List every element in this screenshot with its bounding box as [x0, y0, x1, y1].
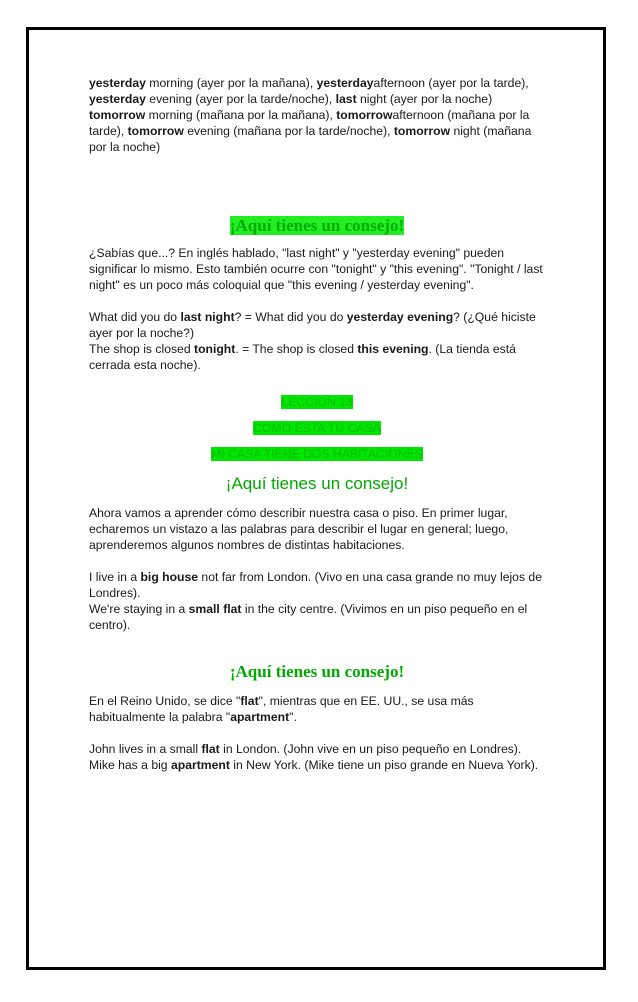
- paragraph-flat-apartment: En el Reino Unido, se dice "flat", mientras que en EE. UU., se usa más habitualmente la palabra "apartment".: [89, 694, 474, 724]
- lesson-number: LECCION 13: [281, 395, 353, 409]
- paragraph-john: John lives in a small flat in London. (John vive en un piso pequeño en Londres).: [89, 742, 522, 756]
- paragraph-big-house: I live in a big house not far from London. (Vivo en una casa grande no muy lejos de Londres).: [89, 570, 542, 600]
- paragraph-last-night: What did you do last night? = What did you do yesterday evening? (¿Qué hiciste ayer por la noche?): [89, 310, 536, 340]
- paragraph-tonight: The shop is closed tonight. = The shop is closed this evening. (La tienda está cerrada esta noche).: [89, 342, 516, 372]
- tip-heading-1: ¡Aquí tienes un consejo!: [229, 216, 405, 235]
- paragraph-small-flat: We're staying in a small flat in the city centre. (Vivimos en un piso pequeño en el centro).: [89, 602, 528, 632]
- tip-heading-2: ¡Aquí tienes un consejo!: [225, 474, 409, 493]
- lesson-subtitle: MI CASA TIENE DOS HABITACIONES: [211, 447, 423, 461]
- paragraph-tomorrow: tomorrow morning (mañana por la mañana), tomorrowafternoon (mañana por la tarde), tomorrow evening (mañana por la tarde/noche), tomorrow night (mañana por la noche): [89, 108, 532, 154]
- paragraph-mike: Mike has a big apartment in New York. (Mike tiene un piso grande en Nueva York).: [89, 758, 539, 772]
- paragraph-did-you-know: ¿Sabías que...? En inglés hablado, "last night" y "yesterday evening" pueden significar lo mismo. Esto también ocurre con "tonight" y "this evening". "Tonight / last night" es un poco más coloquial que "this evening / yesterday evening".: [89, 246, 543, 292]
- paragraph-intro-house: Ahora vamos a aprender cómo describir nuestra casa o piso. En primer lugar, echaremos un vistazo a las palabras para describir el lugar en general; luego, aprenderemos algunos nombres de distintas habitaciones.: [89, 506, 509, 552]
- document-body: [89, 75, 545, 773]
- paragraph-yesterday: yesterday morning (ayer por la mañana), yesterdayafternoon (ayer por la tarde), yesterday evening (ayer por la tarde/noche), last night (ayer por la noche): [89, 76, 529, 106]
- lesson-title: COMO ESTA TU CASA: [253, 421, 381, 435]
- tip-heading-3: ¡Aquí tienes un consejo!: [229, 662, 405, 681]
